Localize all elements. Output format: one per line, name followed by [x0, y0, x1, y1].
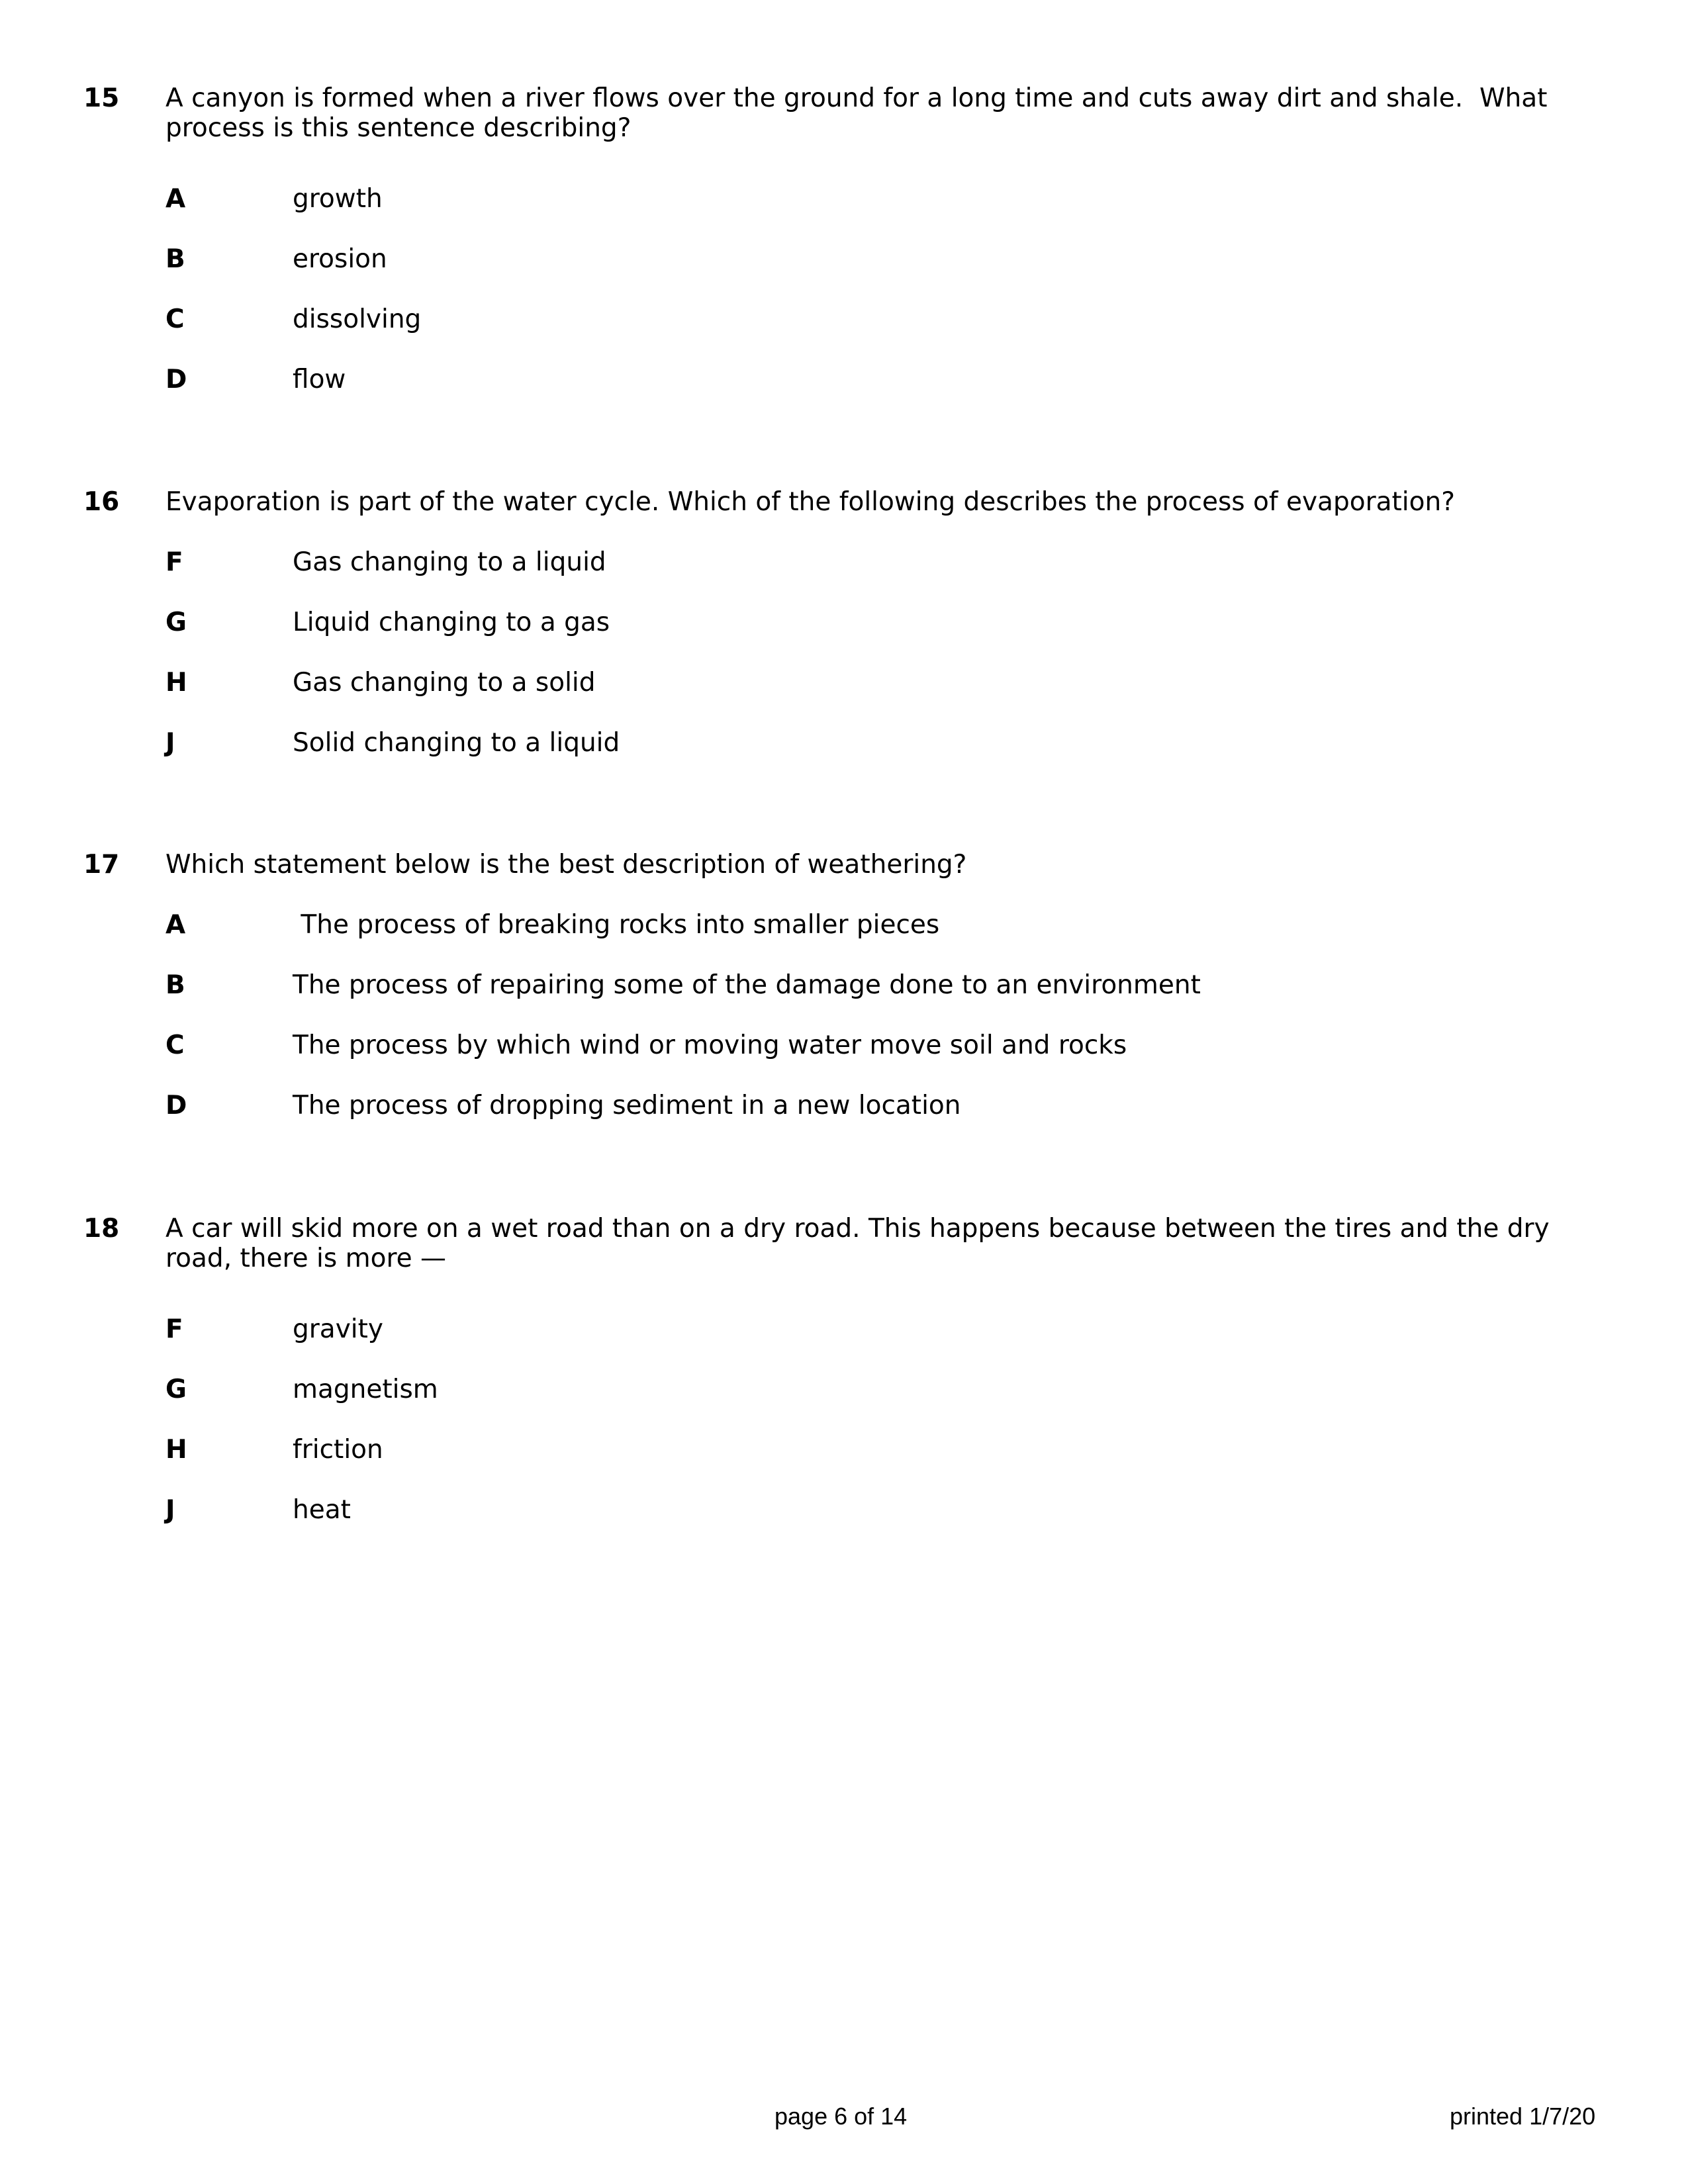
choice-letter: D — [165, 1091, 187, 1120]
question-number: 16 — [83, 487, 120, 517]
choice-letter: J — [165, 728, 175, 758]
choice-letter: G — [165, 608, 187, 637]
answer-choice[interactable] — [165, 910, 1556, 943]
choice-letter: D — [165, 365, 187, 394]
choice-letter: F — [165, 547, 183, 577]
choice-text: flow — [293, 365, 346, 394]
answer-choice[interactable] — [165, 304, 1556, 338]
question-text: Which statement below is the best description of weathering? — [165, 850, 967, 880]
question-number: 18 — [83, 1214, 120, 1244]
choice-text: dissolving — [293, 304, 422, 334]
choice-letter: A — [165, 184, 186, 214]
answer-choice[interactable] — [165, 728, 1556, 761]
choice-text: gravity — [293, 1314, 383, 1344]
choice-text: growth — [293, 184, 383, 214]
choice-letter: G — [165, 1375, 187, 1404]
answer-choice[interactable] — [165, 1314, 1556, 1347]
choice-letter: F — [165, 1314, 183, 1344]
answer-choice[interactable] — [165, 608, 1556, 641]
choice-text: Gas changing to a liquid — [293, 547, 606, 577]
question-text: A canyon is formed when a river flows over the ground for a long time and cuts away dirt and shale. What process is this sentence describing? — [165, 83, 1556, 143]
choice-text: The process of breaking rocks into smaller pieces — [293, 910, 940, 940]
choice-letter: B — [165, 970, 185, 1000]
choice-text: erosion — [293, 244, 387, 274]
answer-choice[interactable] — [165, 244, 1556, 277]
answer-choice[interactable] — [165, 184, 1556, 217]
choice-text: Liquid changing to a gas — [293, 608, 610, 637]
printed-date: printed 1/7/20 — [1450, 2103, 1596, 2130]
choice-letter: J — [165, 1495, 175, 1525]
choice-text: magnetism — [293, 1375, 438, 1404]
answer-choice[interactable] — [165, 547, 1556, 580]
question-number: 15 — [83, 83, 120, 113]
page-number: page 6 of 14 — [774, 2103, 908, 2130]
answer-choice[interactable] — [165, 668, 1556, 701]
choice-letter: C — [165, 304, 185, 334]
answer-choice[interactable] — [165, 1375, 1556, 1408]
choice-text: heat — [293, 1495, 351, 1525]
choice-text: The process of repairing some of the damage done to an environment — [293, 970, 1201, 1000]
choice-letter: H — [165, 1435, 187, 1465]
choice-text: The process of dropping sediment in a new location — [293, 1091, 961, 1120]
answer-choice[interactable] — [165, 1091, 1556, 1124]
choice-letter: C — [165, 1030, 185, 1060]
answer-choice[interactable] — [165, 1495, 1556, 1528]
question-text: A car will skid more on a wet road than on a dry road. This happens because between the tires and the dry road, there is more — — [165, 1214, 1558, 1273]
choice-letter: A — [165, 910, 186, 940]
answer-choice[interactable] — [165, 365, 1556, 398]
choice-text: Solid changing to a liquid — [293, 728, 620, 758]
question-number: 17 — [83, 850, 120, 880]
choice-letter: B — [165, 244, 185, 274]
question-text: Evaporation is part of the water cycle. Which of the following describes the process of evaporation? — [165, 487, 1455, 517]
answer-choice[interactable] — [165, 970, 1556, 1003]
choice-letter: H — [165, 668, 187, 698]
answer-choice[interactable] — [165, 1435, 1556, 1468]
answer-choice[interactable] — [165, 1030, 1556, 1064]
choice-text: The process by which wind or moving water move soil and rocks — [293, 1030, 1127, 1060]
choice-text: Gas changing to a solid — [293, 668, 596, 698]
choice-text: friction — [293, 1435, 383, 1465]
